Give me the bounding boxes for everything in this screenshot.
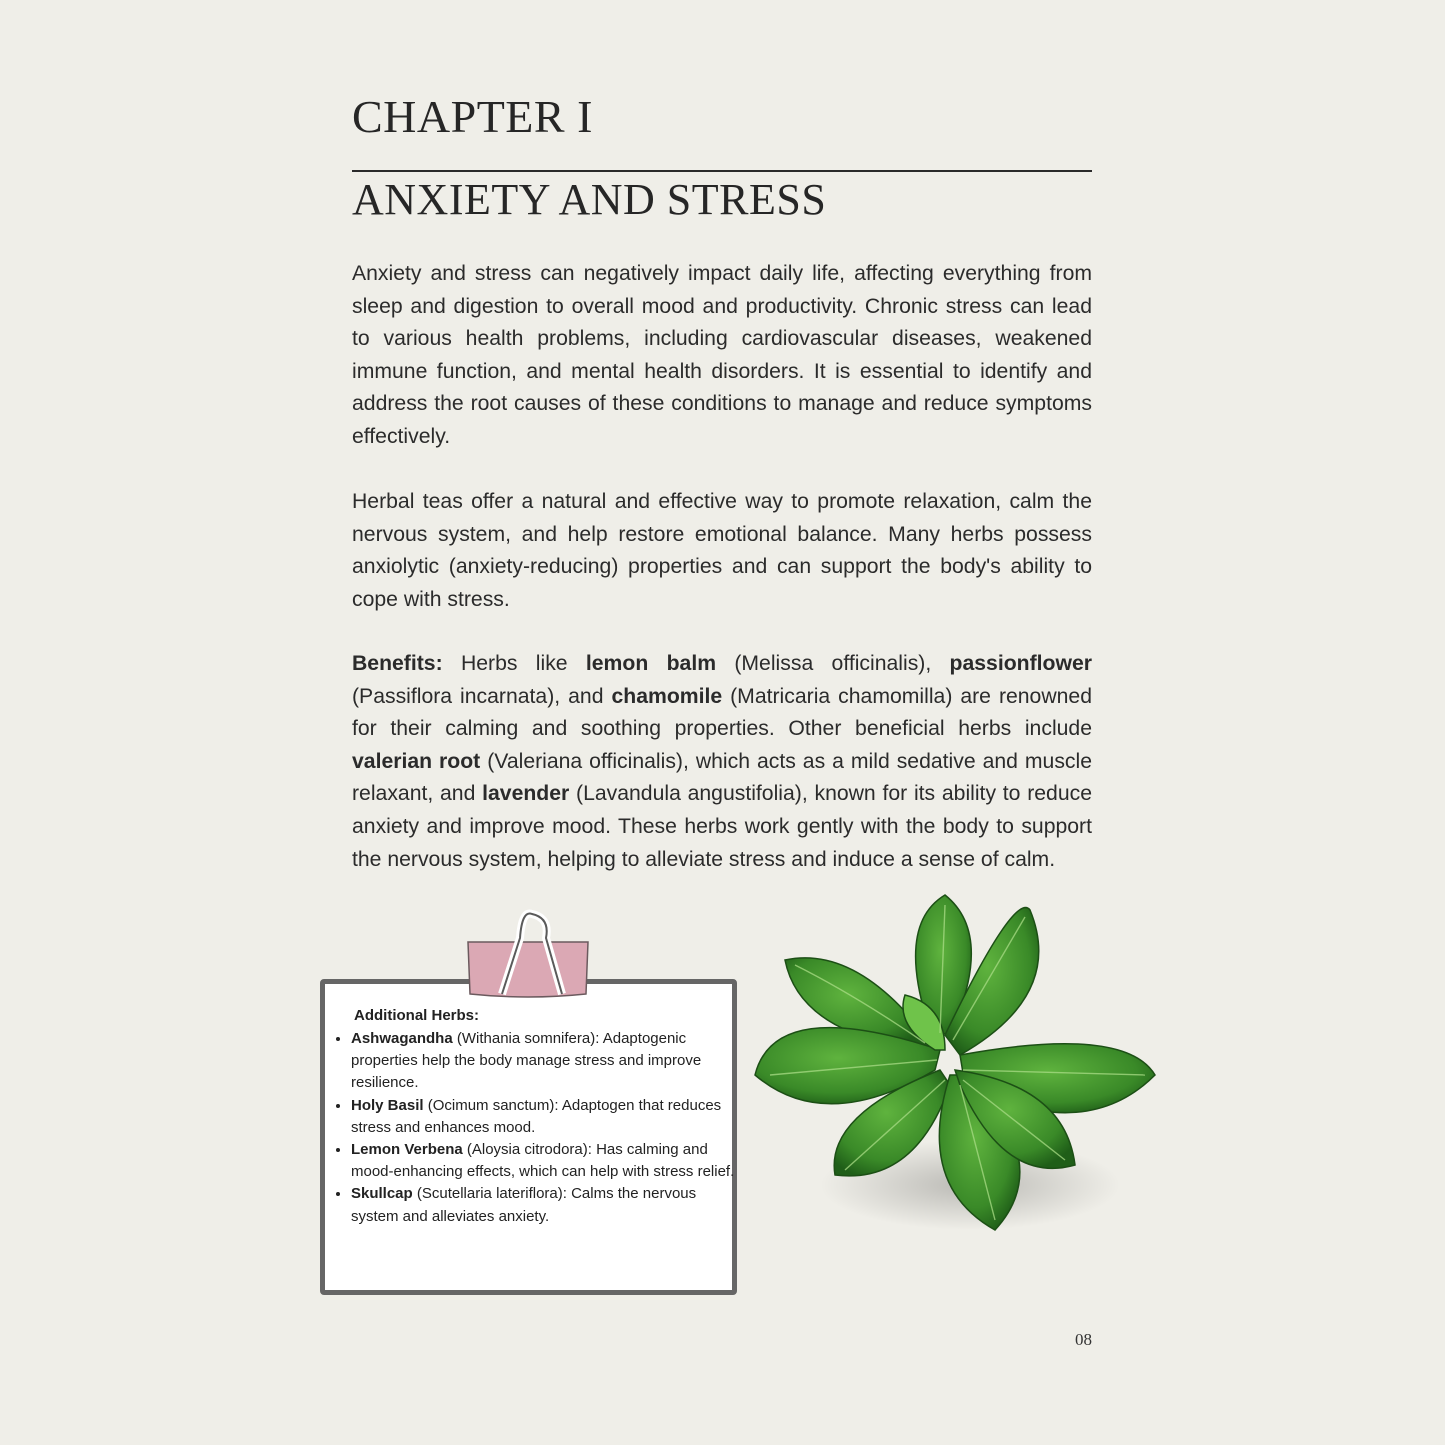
list-item [351, 1028, 746, 1095]
herb-description: (Aloysia citrodora): Has calming and mood-enhancing effects, which can help with stress relief. [351, 1141, 735, 1181]
benefits-text: (Passiflora incarnata), and [352, 684, 612, 708]
title-divider [352, 170, 1092, 172]
benefits-label: Benefits: [352, 652, 443, 675]
list-item [351, 1139, 746, 1183]
benefits-text: (Melissa officinalis), [716, 652, 950, 675]
herb-name: Skullcap [351, 1185, 413, 1203]
benefits-text: (Matricaria chamomilla) are renowned for their calming and soothing properties. Other beneficial herbs include [352, 684, 1092, 741]
chapter-title: ANXIETY AND STRESS [352, 175, 827, 224]
benefits-paragraph [352, 648, 1092, 876]
herb-description: (Ocimum sanctum): Adaptogen that reduces stress and enhances mood. [351, 1096, 722, 1136]
herb-lemon-balm: lemon balm [585, 652, 717, 675]
additional-herbs-note [320, 979, 737, 1295]
page-number: 08 [1075, 1330, 1092, 1349]
intro-paragraph: Anxiety and stress can negatively impact daily life, affecting everything from sleep and digestion to overall mood and productivity. Chronic stress can lead to various health problems, including cardiovascular diseases, weakened immune function, and mental health disorders. It is essential to identify and address the root causes of these conditions to manage and reduce symptoms effectively. [352, 262, 1092, 448]
herb-lavender: lavender [482, 782, 570, 806]
herb-name: Lemon Verbena [351, 1141, 463, 1159]
herb-name: Holy Basil [351, 1096, 424, 1114]
benefits-text: (Lavandula angustifolia), known for its ability to reduce anxiety and improve mood. These herbs work gently with the body to support the nervous system, helping to alleviate stress and induce a sense of calm. [352, 782, 1092, 871]
note-title: Additional Herbs: [354, 1007, 480, 1024]
list-item [351, 1095, 746, 1139]
chapter-label: CHAPTER I [352, 91, 593, 142]
herb-valerian-root: valerian root [352, 749, 481, 773]
mint-leaves-illustration [745, 885, 1165, 1245]
herbal-teas-paragraph: Herbal teas offer a natural and effective way to promote relaxation, calm the nervous system, and help restore emotional balance. Many herbs possess anxiolytic (anxiety-reducing) properties and can support the body's ability to cope with stress. [352, 490, 1092, 611]
list-item [351, 1183, 746, 1227]
benefits-text: (Valeriana officinalis), which acts as a mild sedative and muscle relaxant, and [352, 749, 1092, 806]
benefits-text: Herbs like [442, 652, 586, 675]
herb-chamomile: chamomile [611, 684, 723, 708]
binder-clip-icon [462, 908, 594, 1000]
additional-herbs-list [331, 1028, 746, 1228]
herb-description: (Scutellaria lateriflora): Calms the nervous system and alleviates anxiety. [351, 1185, 697, 1225]
herb-description: (Withania somnifera): Adaptogenic properties help the body manage stress and improve resilience. [351, 1030, 702, 1092]
herb-passionflower: passionflower [949, 652, 1093, 675]
herb-name: Ashwagandha [351, 1030, 453, 1047]
